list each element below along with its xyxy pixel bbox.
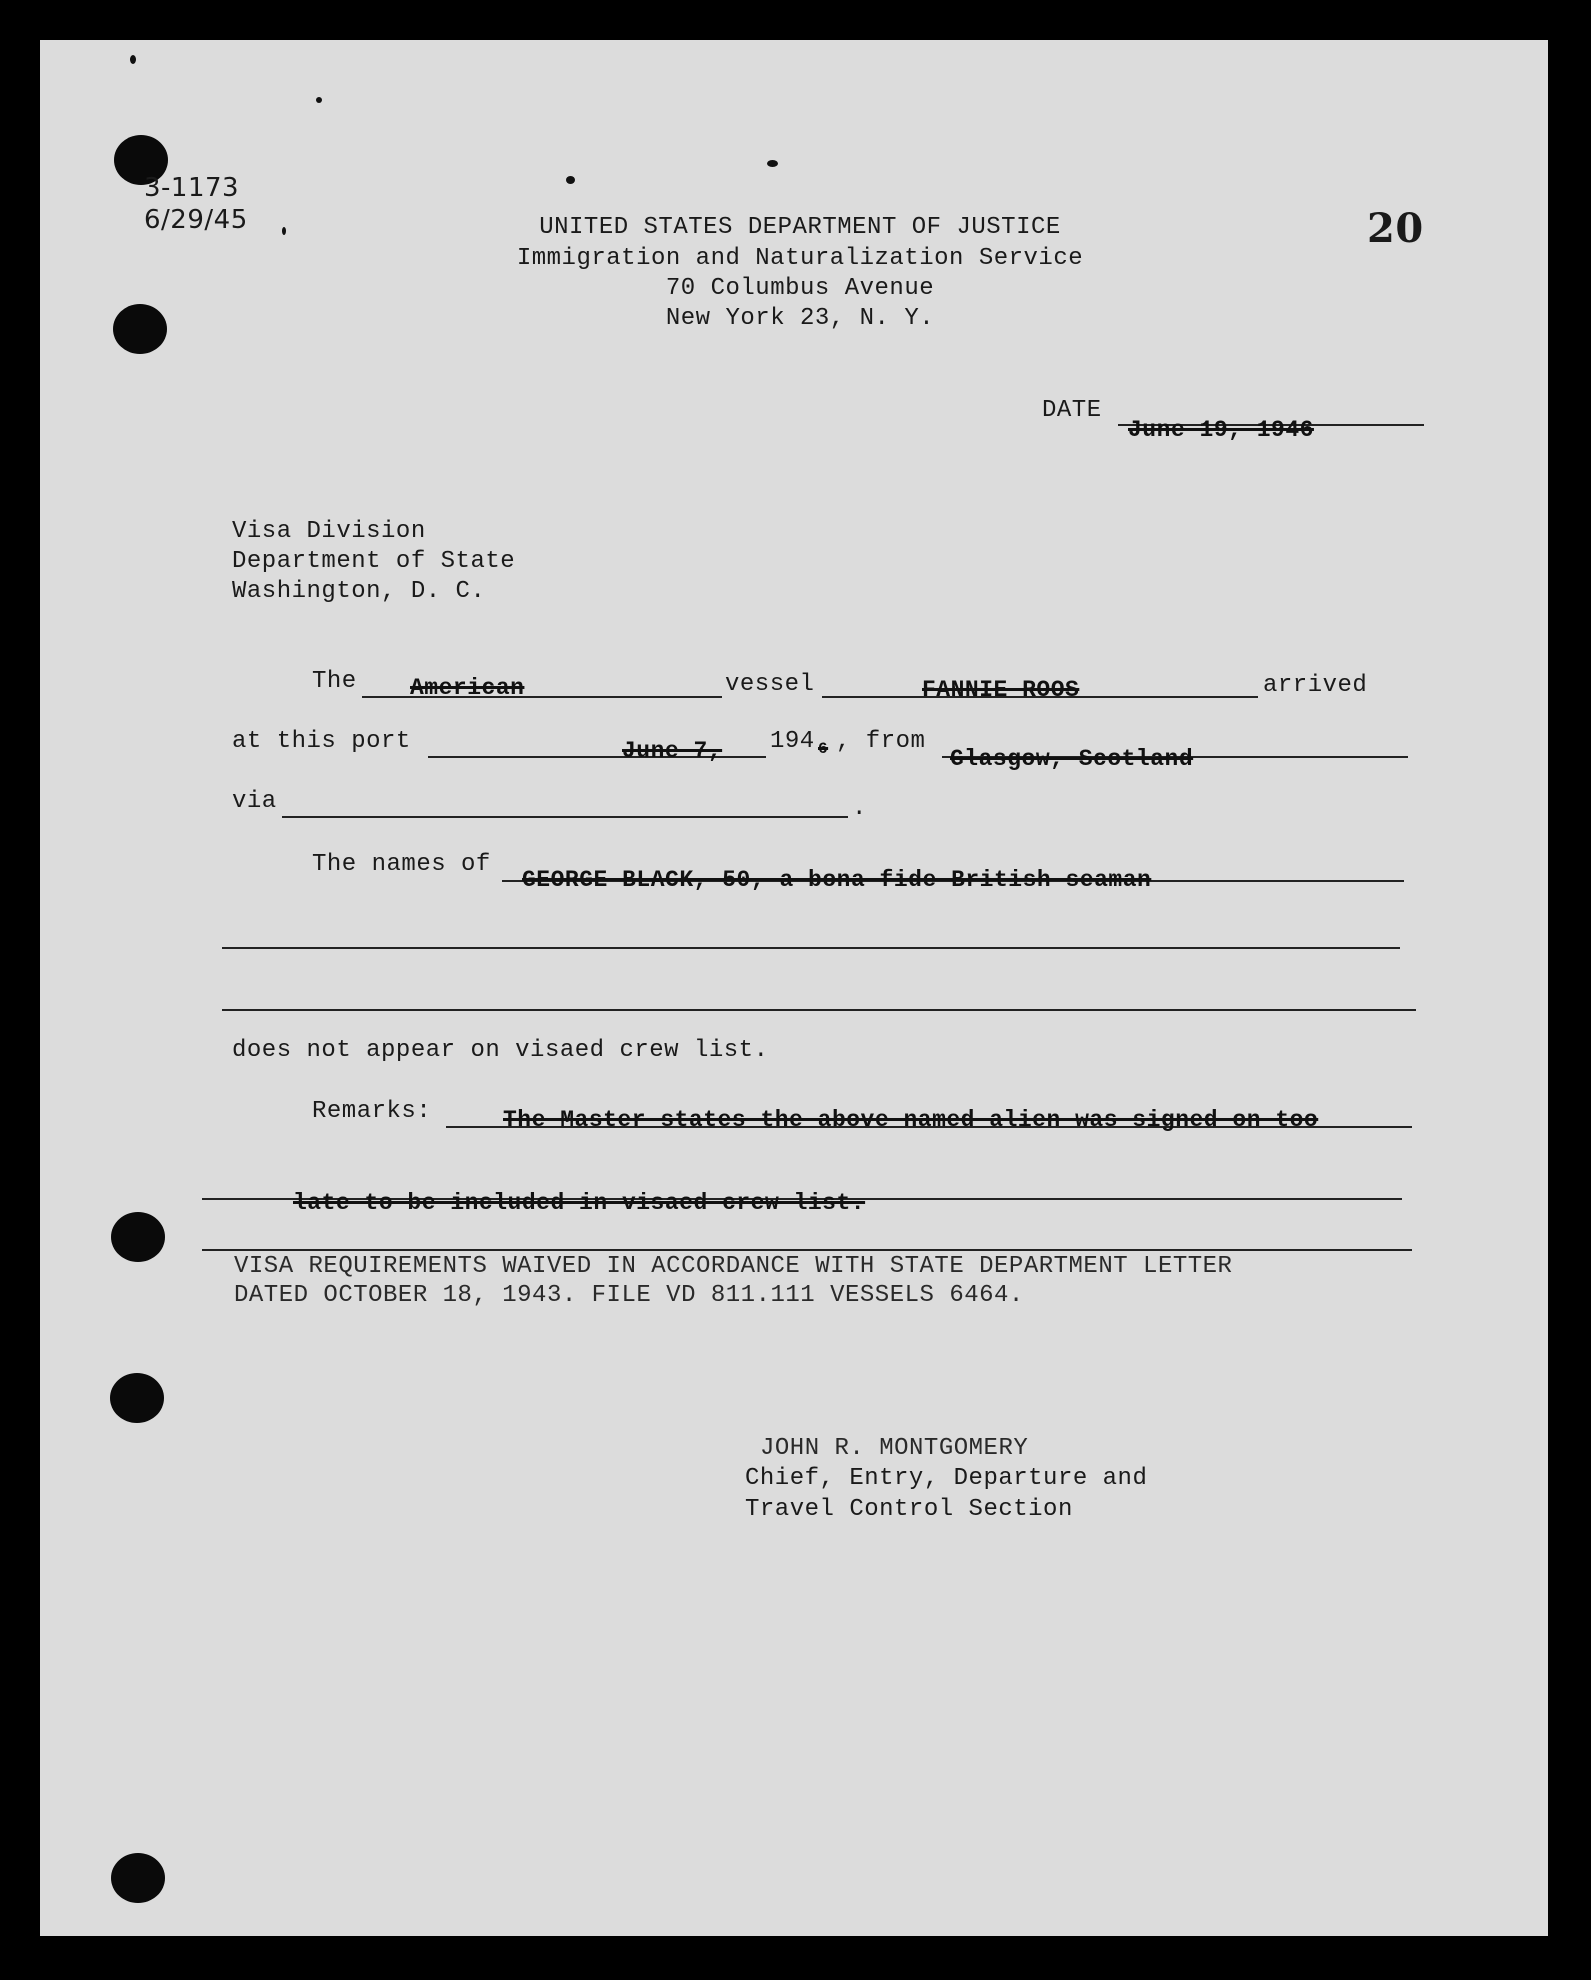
addressee-division: Visa Division <box>232 518 426 545</box>
addressee-department: Department of State <box>232 548 516 575</box>
header-service: Immigration and Naturalization Service <box>516 245 1084 272</box>
vessel-name: FANNIE ROOS <box>922 677 1080 703</box>
header-street: 70 Columbus Avenue <box>665 275 935 302</box>
via-label: via <box>232 788 277 815</box>
addressee-city: Washington, D. C. <box>232 578 486 605</box>
header-city: New York 23, N. Y. <box>665 305 935 332</box>
punch-hole-3 <box>111 1212 165 1262</box>
ink-speck <box>767 160 778 167</box>
waiver-stamp-line-1: VISA REQUIREMENTS WAIVED IN ACCORDANCE WITH STATE DEPARTMENT LETTER <box>234 1253 1233 1280</box>
names-value: GEORGE BLACK, 50, a bona fide British seaman <box>522 867 1152 893</box>
signatory-name: JOHN R. MONTGOMERY <box>760 1435 1029 1462</box>
names-blank-line-2 <box>222 1009 1416 1011</box>
file-date-note: 6/29/45 <box>144 205 248 235</box>
does-not-appear: does not appear on visaed crew list. <box>232 1037 769 1064</box>
via-end: . <box>852 795 867 822</box>
signatory-title-1: Chief, Entry, Departure and <box>745 1465 1148 1492</box>
punch-hole-2 <box>113 304 167 354</box>
signatory-title-2: Travel Control Section <box>745 1496 1073 1523</box>
ink-speck <box>566 176 575 184</box>
waiver-stamp-line-2: DATED OCTOBER 18, 1943. FILE VD 811.111 VESSELS 6464. <box>234 1282 1024 1309</box>
names-label: The names of <box>312 851 491 878</box>
file-number-note: 3-1173 <box>144 173 240 203</box>
header-department: UNITED STATES DEPARTMENT OF JUSTICE <box>539 214 1061 241</box>
vessel-label: vessel <box>725 671 815 698</box>
nationality-value: American <box>410 675 525 701</box>
remarks-label: Remarks: <box>312 1098 432 1125</box>
arrival-date-value: June 7, <box>622 738 723 764</box>
date-label: DATE <box>1042 397 1102 424</box>
via-line <box>282 816 848 818</box>
arrived-label: arrived <box>1263 672 1368 699</box>
punch-hole-4 <box>110 1373 164 1423</box>
ink-speck <box>316 97 322 103</box>
page-number: 20 <box>1367 205 1424 252</box>
year-prefix: 194 <box>770 728 815 755</box>
year-suffix: 6 <box>818 740 829 758</box>
punch-hole-5 <box>111 1853 165 1903</box>
date-value: June 19, 1946 <box>1128 417 1314 443</box>
ink-speck <box>282 227 286 235</box>
remarks-text-2: late to be included in visaed crew list. <box>293 1190 866 1216</box>
remarks-text-1: The Master states the above named alien was signed on too <box>503 1107 1319 1133</box>
remarks-line-3 <box>202 1249 1412 1251</box>
ink-speck <box>130 55 136 64</box>
the-label: The <box>312 668 357 695</box>
from-label: , from <box>836 728 926 755</box>
at-port-label: at this port <box>232 728 411 755</box>
origin-value: Glasgow, Scotland <box>950 746 1194 772</box>
names-blank-line-1 <box>222 947 1400 949</box>
